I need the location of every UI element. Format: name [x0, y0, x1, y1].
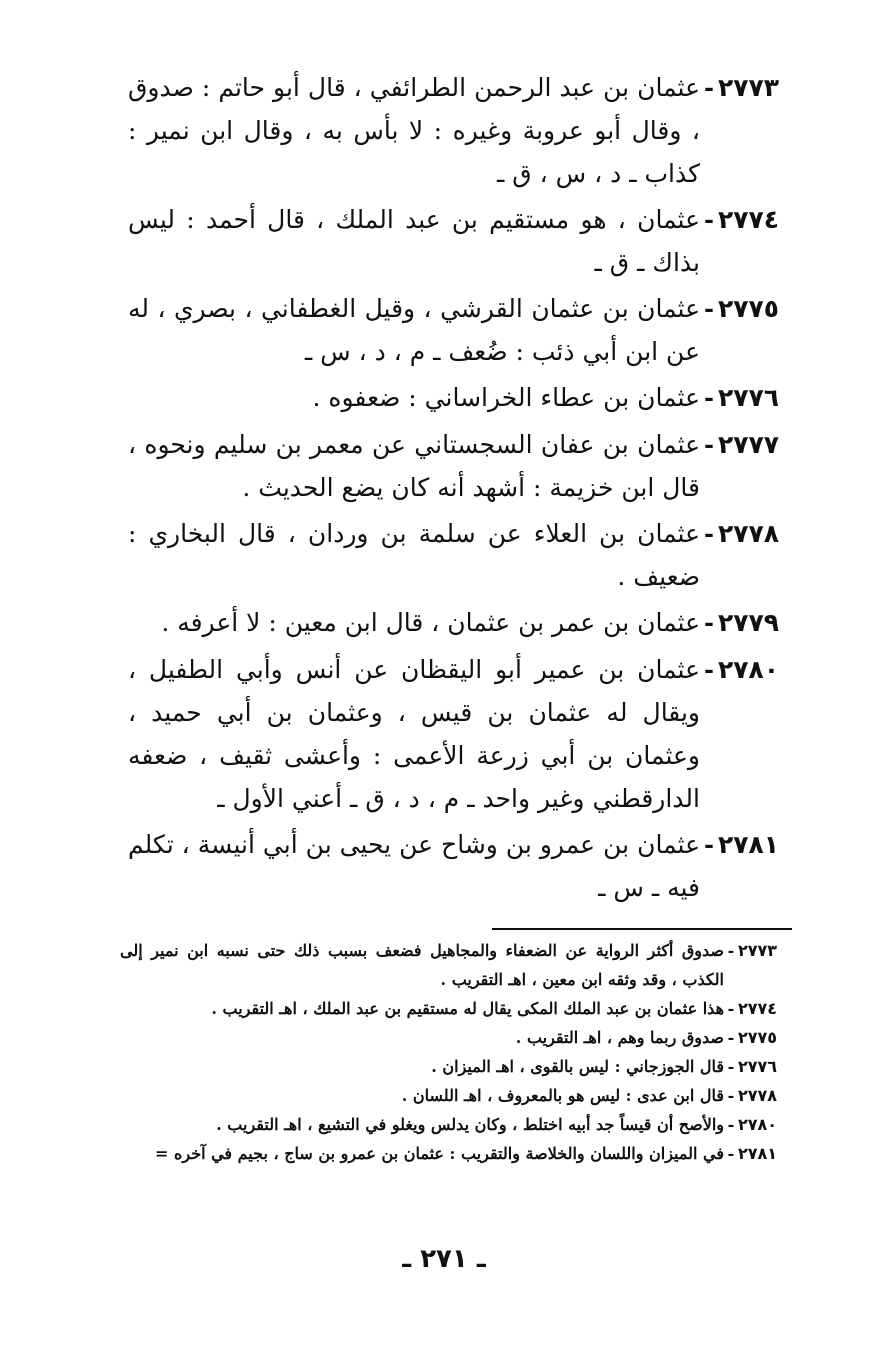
- footnote-text: قال ابن عدى : ليس هو بالمعروف ، اهـ اللسان .: [401, 1086, 724, 1105]
- entry-number: ٢٧٨١: [718, 830, 780, 859]
- entry-text: عثمان بن العلاء عن سلمة بن وردان ، قال البخاري : ضعيف .: [128, 519, 700, 591]
- entry-text: عثمان بن عطاء الخراساني : ضعفوه .: [312, 383, 700, 412]
- footnote-number: ٢٧٧٤: [738, 999, 778, 1018]
- entry: [128, 198, 796, 284]
- entry-number: ٢٧٨٠: [718, 655, 780, 684]
- footnote-dash: -: [727, 1028, 735, 1047]
- footnote: [120, 1023, 796, 1052]
- footnote-dash: -: [727, 1115, 735, 1134]
- footnote-dash: -: [727, 1144, 735, 1163]
- entry: [128, 287, 796, 373]
- entry: [128, 376, 796, 420]
- footnote: [120, 1081, 796, 1110]
- footnote: [120, 1052, 796, 1081]
- footnote-number: ٢٧٨٠: [738, 1115, 778, 1134]
- entry: [128, 823, 796, 909]
- footnote-text: هذا عثمان بن عبد الملك المكى يقال له مستقيم بن عبد الملك ، اهـ التقريب .: [211, 999, 724, 1018]
- entry: [128, 601, 796, 645]
- entries-list: [128, 66, 796, 912]
- entry: [128, 66, 796, 195]
- footnote-text: صدوق ربما وهم ، اهـ التقريب .: [515, 1028, 724, 1047]
- entry-text: عثمان بن عبد الرحمن الطرائفي ، قال أبو حاتم : صدوق ، وقال أبو عروبة وغيره : لا بأس به ، وقال ابن نمير : كذاب ـ د ، س ، ق ـ: [128, 73, 700, 188]
- footnote-text: قال الجوزجاني : ليس بالقوى ، اهـ الميزان .: [431, 1057, 724, 1076]
- entry-dash: -: [704, 73, 714, 102]
- entry-dash: -: [704, 519, 714, 548]
- entry-text: عثمان ، هو مستقيم بن عبد الملك ، قال أحمد : ليس بذاك ـ ق ـ: [128, 205, 700, 277]
- entry-text: عثمان بن عثمان القرشي ، وقيل الغطفاني ، بصري ، له عن ابن أبي ذئب : ضُعف ـ م ، د ، س ـ: [128, 294, 700, 366]
- footnote-number: ٢٧٧٣: [738, 941, 778, 960]
- entry: [128, 423, 796, 509]
- footnote-number: ٢٧٨١: [738, 1144, 778, 1163]
- entry-number: ٢٧٧٧: [718, 430, 780, 459]
- entry-dash: -: [704, 830, 714, 859]
- footnote: [120, 994, 796, 1023]
- entry-dash: -: [704, 655, 714, 684]
- footnote: [120, 1110, 796, 1139]
- entry-dash: -: [704, 608, 714, 637]
- page-number: ـ ٢٧١ ـ: [402, 1244, 486, 1274]
- entry-number: ٢٧٧٥: [718, 294, 780, 323]
- footnote-text: في الميزان واللسان والخلاصة والتقريب : عثمان بن عمرو بن ساج ، بجيم في آخره =: [155, 1144, 724, 1163]
- entry-dash: -: [704, 383, 714, 412]
- entry-number: ٢٧٧٣: [718, 73, 780, 102]
- entry-number: ٢٧٧٤: [718, 205, 780, 234]
- footnotes-list: [120, 936, 796, 1168]
- entry-dash: -: [704, 205, 714, 234]
- entry-text: عثمان بن عمرو بن وشاح عن يحيى بن أبي أنيسة ، تكلم فيه ـ س ـ: [128, 830, 700, 902]
- entry: [128, 648, 796, 820]
- footnote-dash: -: [727, 941, 735, 960]
- entry: [128, 512, 796, 598]
- footnote: [120, 1139, 796, 1168]
- footnote-dash: -: [727, 1086, 735, 1105]
- entry-text: عثمان بن عمر بن عثمان ، قال ابن معين : لا أعرفه .: [161, 608, 700, 637]
- footnote-dash: -: [727, 999, 735, 1018]
- footnote-number: ٢٧٧٨: [738, 1086, 778, 1105]
- footnote-divider: [492, 928, 792, 930]
- entry-text: عثمان بن عفان السجستاني عن معمر بن سليم ونحوه ، قال ابن خزيمة : أشهد أنه كان يضع الحديث .: [128, 430, 700, 502]
- entry-dash: -: [704, 430, 714, 459]
- entry-number: ٢٧٧٦: [718, 383, 780, 412]
- footnote: [120, 936, 796, 994]
- footnote-text: والأصح أن قيساً جد أبيه اختلط ، وكان يدلس ويغلو في التشيع ، اهـ التقريب .: [216, 1115, 724, 1134]
- entry-text: عثمان بن عمير أبو اليقظان عن أنس وأبي الطفيل ، ويقال له عثمان بن قيس ، وعثمان بن أبي حميد ، وعثمان بن أبي زرعة الأعمى : وأعشى ثقيف ، ضعفه الدارقطني وغير واحد ـ م ، د ، ق ـ أعني الأول ـ: [128, 655, 700, 813]
- footnote-dash: -: [727, 1057, 735, 1076]
- footnote-number: ٢٧٧٥: [738, 1028, 778, 1047]
- entry-number: ٢٧٧٩: [718, 608, 780, 637]
- entry-number: ٢٧٧٨: [718, 519, 780, 548]
- footnote-text: صدوق أكثر الرواية عن الضعفاء والمجاهيل فضعف بسبب ذلك حتى نسبه ابن نمير إلى الكذب ، وقد وثقه ابن معين ، اهـ التقريب .: [120, 941, 724, 989]
- entry-dash: -: [704, 294, 714, 323]
- footnote-number: ٢٧٧٦: [738, 1057, 778, 1076]
